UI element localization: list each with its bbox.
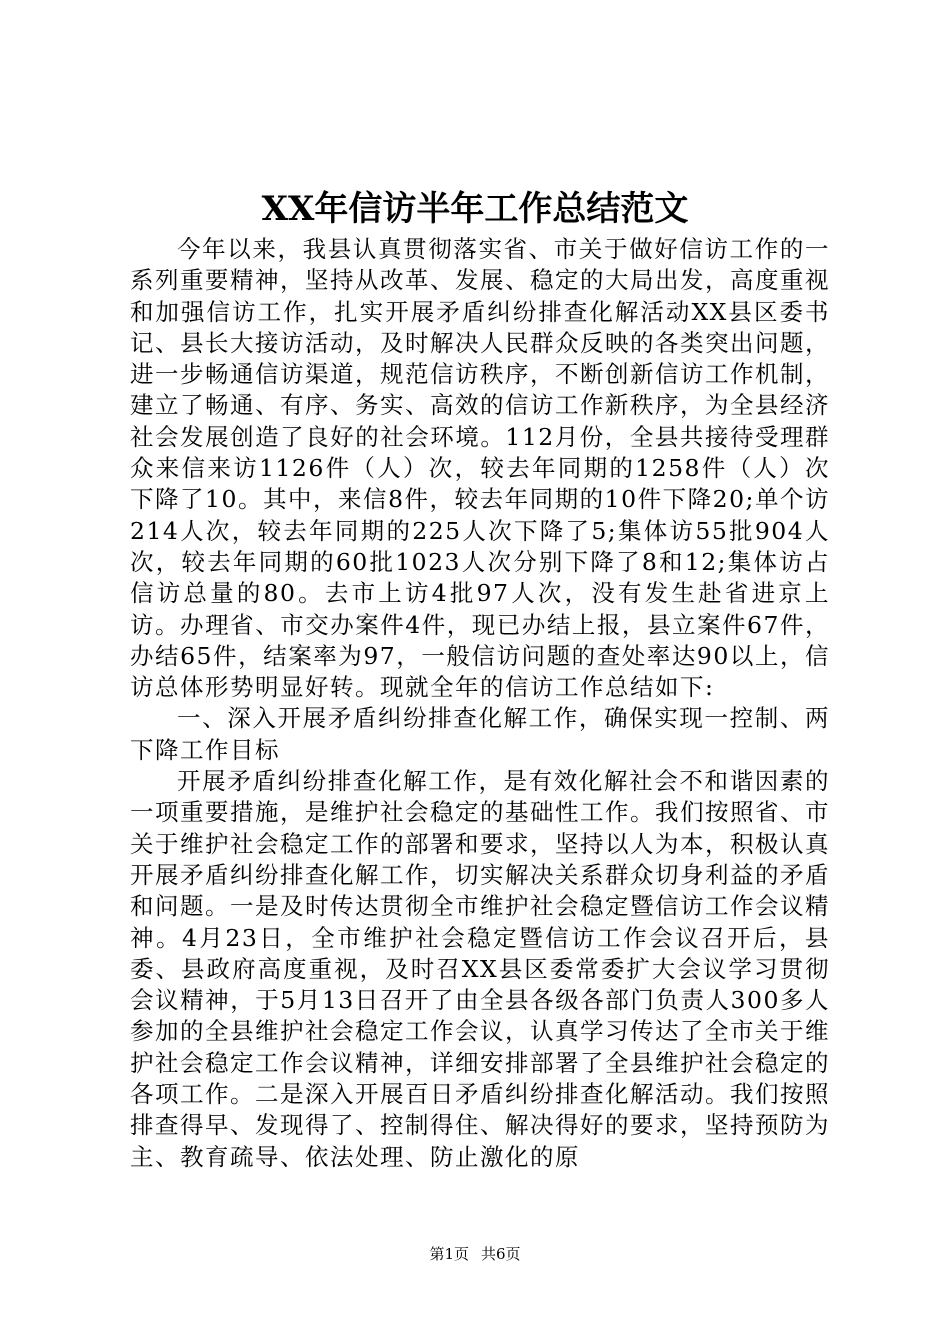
document-title: XX年信访半年工作总结范文	[261, 189, 689, 229]
paragraph-section-1: 开展矛盾纠纷排查化解工作，是有效化解社会不和谐因素的一项重要措施，是维护社会稳定的基础性工作。我们按照省、市关于维护社会稳定工作的部署和要求，坚持以人为本，积极认真开展矛盾纠纷排查化解工作，切实解决关系群众切身利益的矛盾和问题。一是及时传达贯彻全市维护社会稳定暨信访工作会议精神。4月23日，全市维护社会稳定暨信访工作会议召开后，县委、县政府高度重视，及时召XX县区委常委扩大会议学习贯彻会议精神，于5月13日召开了由全县各级各部门负责人300多人参加的全县维护社会稳定工作会议，认真学习传达了全市关于维护社会稳定工作会议精神，详细安排部署了全县维护社会稳定的各项工作。二是深入开展百日矛盾纠纷排查化解活动。我们按照排查得早、发现得了、控制得住、解决得好的要求，坚持预防为主、教育疏导、依法处理、防止激化的原	[130, 767, 830, 1171]
page-footer	[0, 1244, 950, 1264]
paragraph-intro: 今年以来，我县认真贯彻落实省、市关于做好信访工作的一系列重要精神，坚持从改革、发展、稳定的大局出发，高度重视和加强信访工作，扎实开展矛盾纠纷排查化解活动XX县区委书记、县长大接访活动，及时解决人民群众反映的各类突出问题，进一步畅通信访渠道，规范信访秩序，不断创新信访工作机制，建立了畅通、有序、务实、高效的信访工作新秩序，为全县经济社会发展创造了良好的社会环境。112月份，全县共接待受理群众来信来访1126件（人）次，较去年同期的1258件（人）次下降了10。其中，来信8件，较去年同期的10件下降20;单个访214人次，较去年同期的225人次下降了5;集体访55批904人次，较去年同期的60批1023人次分别下降了8和12;集体访占信访总量的80。去市上访4批97人次，没有发生赴省进京上访。办理省、市交办案件4件，现已办结上报，县立案件67件，办结65件，结案率为97，一般信访问题的查处率达90以上，信访总体形势明显好转。现就全年的信访工作总结如下:	[130, 235, 830, 702]
document-body	[130, 234, 830, 1173]
page-total: 共6页	[481, 1245, 521, 1263]
page-number: 第1页	[429, 1245, 469, 1263]
section-heading-1: 一、深入开展矛盾纠纷排查化解工作，确保实现一控制、两下降工作目标	[130, 704, 830, 764]
